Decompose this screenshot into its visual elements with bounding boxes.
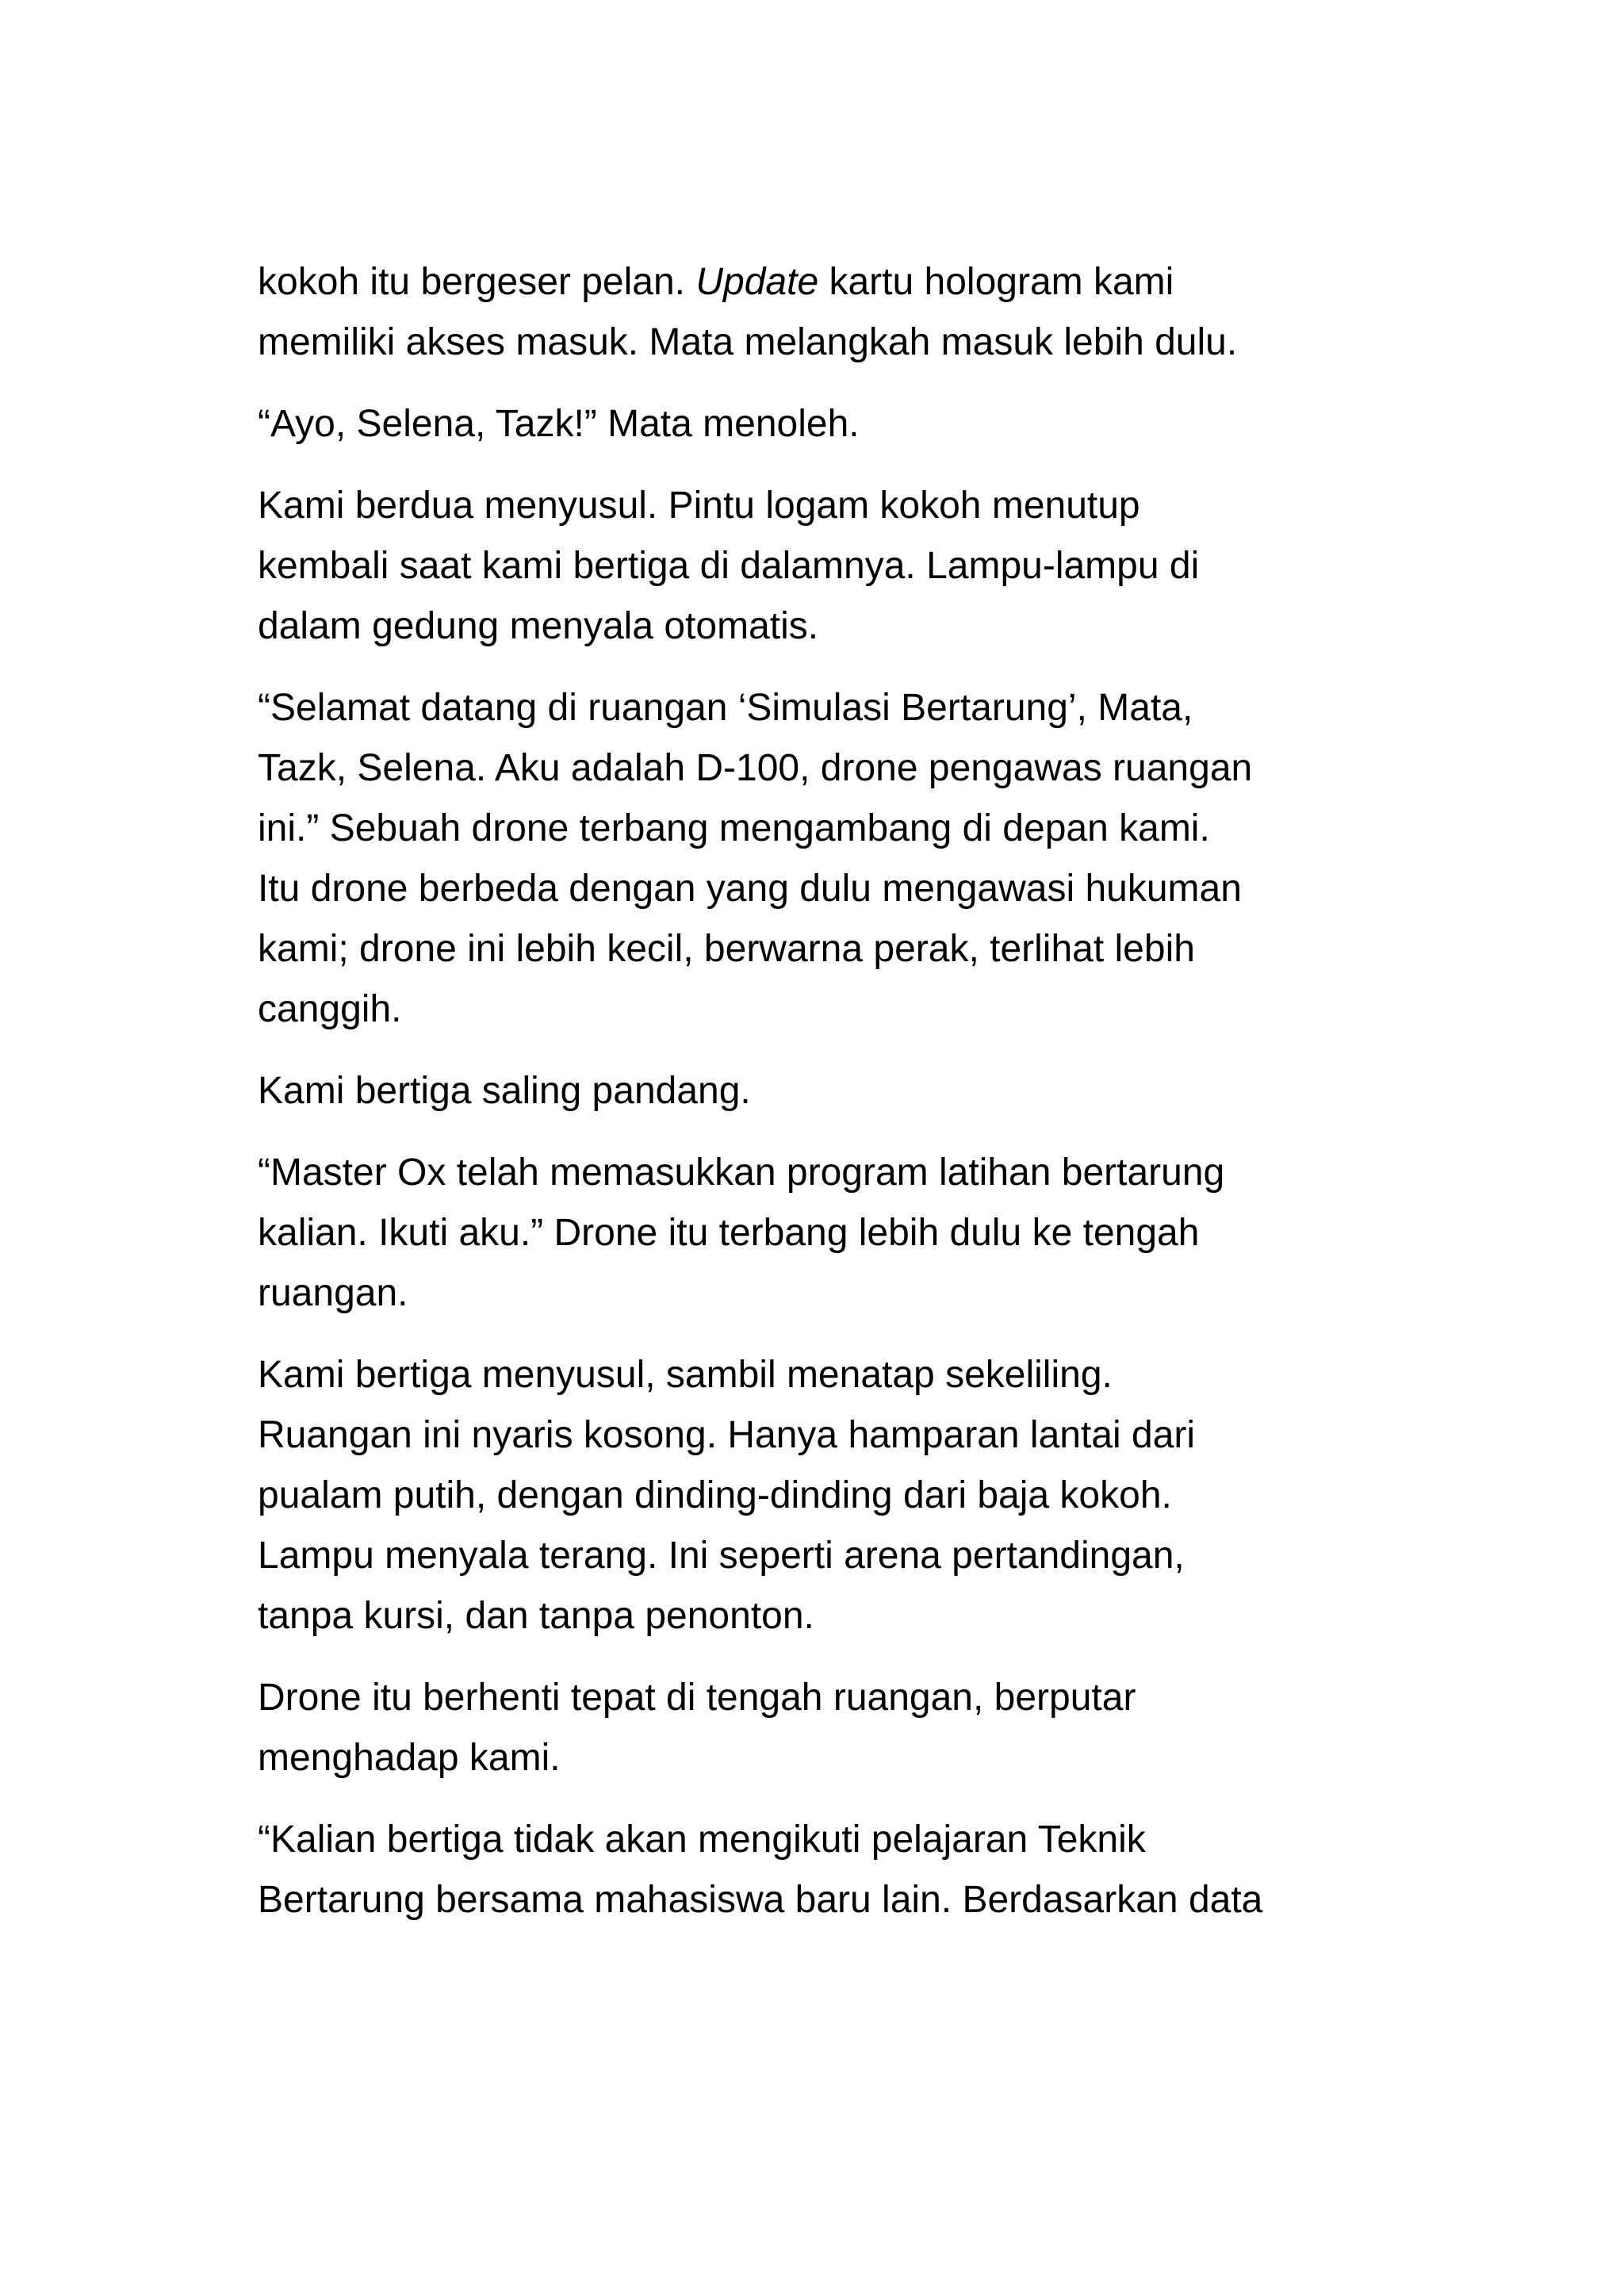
text-line (258, 1061, 1392, 1121)
text-run: kalian. Ikuti aku.” Drone itu terbang lebih dulu ke tengah (258, 1212, 1200, 1254)
text-run: kami; drone ini lebih kecil, berwarna perak, terlihat lebih (258, 928, 1195, 970)
text-run: kembali saat kami bertiga di dalamnya. Lampu-lampu di (258, 545, 1200, 587)
text-run: “Ayo, Selena, Tazk!” Mata menoleh. (258, 403, 860, 445)
text-line (258, 476, 1392, 536)
text-run: kokoh itu bergeser pelan. (258, 261, 696, 303)
text-line (258, 1263, 1392, 1324)
text-line (258, 312, 1392, 373)
italic-text-run: Update (695, 261, 819, 303)
paragraph (258, 1061, 1392, 1121)
text-line (258, 1728, 1392, 1788)
text-run: Kami berdua menyusul. Pintu logam kokoh menutup (258, 485, 1140, 527)
paragraph (258, 476, 1392, 657)
text-run: Drone itu berhenti tepat di tengah ruangan, berputar (258, 1677, 1136, 1719)
text-run: Ruangan ini nyaris kosong. Hanya hamparan lantai dari (258, 1414, 1196, 1456)
text-line (258, 394, 1392, 454)
text-line (258, 1526, 1392, 1586)
text-line (258, 1810, 1392, 1870)
text-line (258, 1405, 1392, 1466)
text-run: “Kalian bertiga tidak akan mengikuti pelajaran Teknik (258, 1819, 1146, 1861)
text-run: tanpa kursi, dan tanpa penonton. (258, 1595, 814, 1637)
text-run: menghadap kami. (258, 1737, 561, 1779)
text-line (258, 536, 1392, 596)
paragraph (258, 1668, 1392, 1788)
text-line (258, 1668, 1392, 1728)
text-run: Itu drone berbeda dengan yang dulu mengawasi hukuman (258, 868, 1242, 910)
text-line (258, 678, 1392, 738)
text-line (258, 738, 1392, 799)
text-run: Tazk, Selena. Aku adalah D-100, drone pengawas ruangan (258, 747, 1253, 789)
text-line (258, 919, 1392, 979)
text-line (258, 1586, 1392, 1646)
text-line (258, 799, 1392, 859)
text-run: pualam putih, dengan dinding-dinding dari baja kokoh. (258, 1474, 1172, 1516)
text-run: kartu hologram kami (818, 261, 1174, 303)
body-text (258, 252, 1392, 1952)
text-line (258, 979, 1392, 1040)
paragraph (258, 1143, 1392, 1324)
text-line (258, 1203, 1392, 1263)
paragraph (258, 678, 1392, 1040)
text-run: canggih. (258, 988, 402, 1030)
text-run: memiliki akses masuk. Mata melangkah masuk lebih dulu. (258, 321, 1238, 363)
paragraph (258, 252, 1392, 373)
paragraph (258, 1810, 1392, 1930)
text-line (258, 596, 1392, 657)
text-run: Kami bertiga saling pandang. (258, 1070, 751, 1112)
text-line (258, 1870, 1392, 1930)
paragraph (258, 394, 1392, 454)
text-run: dalam gedung menyala otomatis. (258, 605, 819, 647)
text-run: ini.” Sebuah drone terbang mengambang di depan kami. (258, 807, 1210, 849)
text-run: Bertarung bersama mahasiswa baru lain. Berdasarkan data (258, 1879, 1263, 1921)
text-line (258, 1345, 1392, 1405)
text-run: Lampu menyala terang. Ini seperti arena pertandingan, (258, 1535, 1185, 1577)
text-line (258, 1143, 1392, 1203)
text-run: “Selamat datang di ruangan ‘Simulasi Bertarung’, Mata, (258, 687, 1193, 729)
text-run: ruangan. (258, 1272, 408, 1314)
text-run: Kami bertiga menyusul, sambil menatap sekeliling. (258, 1354, 1113, 1396)
text-line (258, 859, 1392, 919)
paragraph (258, 1345, 1392, 1646)
text-line (258, 1466, 1392, 1526)
text-run: “Master Ox telah memasukkan program latihan bertarung (258, 1152, 1225, 1194)
text-line (258, 252, 1392, 312)
